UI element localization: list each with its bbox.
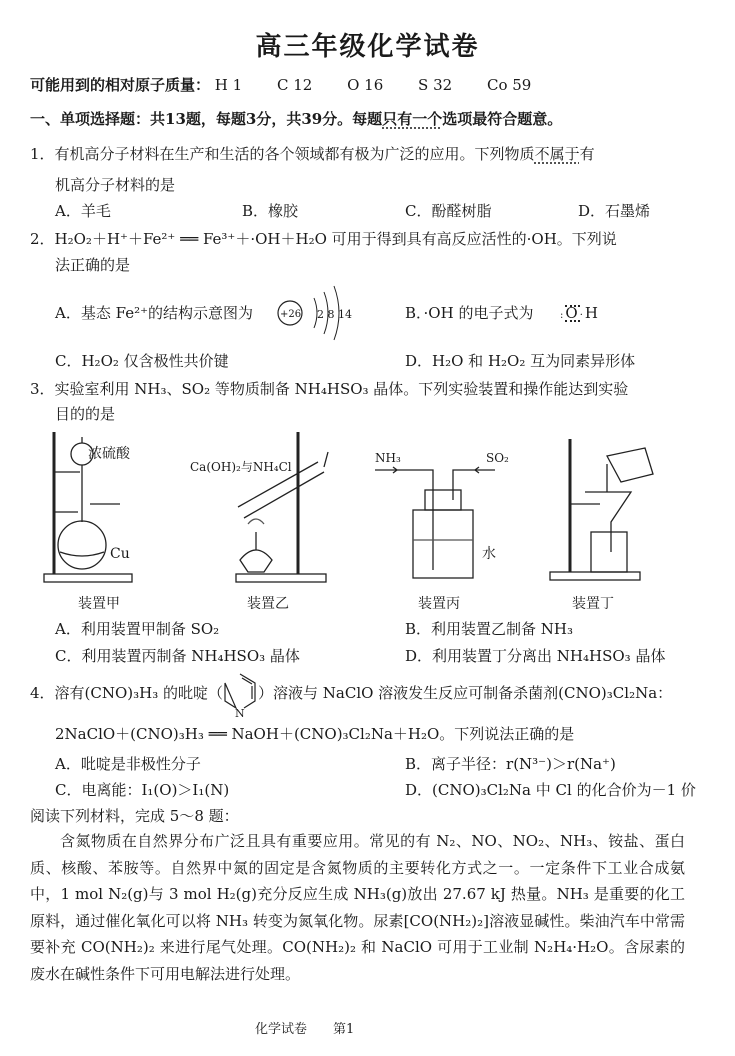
apparatus-ding-filtration bbox=[545, 434, 665, 584]
label-apparatus-yi: 装置乙 bbox=[247, 596, 289, 612]
label-apparatus-jia: 装置甲 bbox=[78, 596, 120, 612]
q1-option-c: C．酚醛树脂 bbox=[405, 202, 492, 220]
q1-stem-text: 1．有机高分子材料在生产和生活的各个领域都有极为广泛的应用。下列物质 bbox=[30, 145, 535, 163]
section-emphasis: 只有一个 bbox=[382, 110, 443, 128]
footer-page-number: 第1 bbox=[333, 1022, 355, 1037]
q4-stem-b: ）溶液与 NaClO 溶液发生反应可制备杀菌剂(CNO)₃Cl₂Na： bbox=[258, 684, 673, 702]
reading-passage: 含氮物质在自然界分布广泛且具有重要应用。常见的有 N₂、NO、NO₂、NH₃、铵盐、蛋白质、核酸、苯胺等。自然界中氮的固定是含氮物质的主要转化方式之一。一定条件下工业合成氨中，1 mol N₂(g)与 3 mol H₂(g)充分反应生成 NH₃(g)放出 27.67 kJ 热量。NH₃ 是重要的化工原料，通过催化氧化可以将 NH₃ 转变为氮氧化物。尿素[CO(NH₂)₂]溶液显碱性。柴油汽车中常需要补充 CO(NH₂)₂ 来进行尾气处理。CO(NH₂)₂ 和 NaClO 可用于工业制 N₂H₄·H₂O。含尿素的废水在碱性条件下可用电解法进行处理。 bbox=[30, 832, 685, 983]
reading-intro: 阅读下列材料，完成 5～8 题： bbox=[30, 807, 239, 825]
q3-stem: 3．实验室利用 NH₃、SO₂ 等物质制备 NH₄HSO₃ 晶体。下列实验装置和操作能达到实验 bbox=[30, 380, 629, 398]
section-heading bbox=[30, 109, 562, 129]
q3-option-d: D．利用装置丁分离出 NH₄HSO₃ 晶体 bbox=[405, 647, 666, 665]
apparatus-yi-heated-tube bbox=[228, 432, 338, 587]
mass-item: Co 59 bbox=[486, 76, 532, 94]
q2-option-d: D．H₂O 和 H₂O₂ 互为同素异形体 bbox=[405, 352, 636, 370]
q3-option-b: B．利用装置乙制备 NH₃ bbox=[405, 620, 574, 638]
pyridine-nitrogen: N bbox=[235, 707, 245, 720]
q4-option-c: C．电离能：I₁(O)＞I₁(N) bbox=[55, 781, 230, 799]
q1-stem-cont: 机高分子材料的是 bbox=[55, 176, 176, 194]
mass-item: S 32 bbox=[418, 76, 453, 94]
q1-stem bbox=[30, 144, 595, 164]
label-water: 水 bbox=[482, 546, 496, 562]
q1-option-d: D．石墨烯 bbox=[578, 202, 651, 220]
q1-option-a: A．羊毛 bbox=[55, 202, 111, 220]
page-title: 高三年级化学试卷 bbox=[255, 32, 480, 62]
label-apparatus-ding: 装置丁 bbox=[572, 596, 614, 612]
hydroxyl-electron-formula: :O·H bbox=[560, 304, 600, 322]
footer-subject: 化学试卷 bbox=[255, 1022, 308, 1037]
mass-item: C 12 bbox=[276, 76, 313, 94]
mass-item: H 1 bbox=[214, 76, 243, 94]
q4-option-b: B．离子半径：r(N³⁻)＞r(Na⁺) bbox=[405, 755, 616, 773]
page-footer bbox=[255, 1018, 354, 1037]
q4-equation: 2NaClO＋(CNO)₃H₃ ══ NaOH＋(CNO)₃Cl₂Na＋H₂O。下列说法正确的是 bbox=[55, 725, 575, 743]
q4-stem-a: 4．溶有(CNO)₃H₃ 的吡啶（ bbox=[30, 684, 224, 702]
hydrogen-symbol: H bbox=[584, 304, 600, 322]
label-conc-sulfuric-acid: 浓硫酸 bbox=[88, 446, 130, 462]
q2-option-b: B．·OH 的电子式为 bbox=[405, 304, 534, 322]
nucleus-charge: +26 bbox=[280, 309, 302, 320]
label-copper: Cu bbox=[110, 546, 130, 562]
label-reagents: Ca(OH)₂与NH₄Cl bbox=[190, 460, 292, 474]
q1-emphasis: 不属于 bbox=[534, 145, 580, 163]
oxygen-symbol: O bbox=[565, 304, 580, 322]
label-so2: SO₂ bbox=[486, 451, 509, 465]
q2-option-a: A．基态 Fe²⁺的结构示意图为 bbox=[55, 304, 253, 322]
q1-stem-text: 有 bbox=[579, 145, 595, 163]
q1-option-b: B．橡胶 bbox=[242, 202, 299, 220]
q3-stem-cont: 目的的是 bbox=[55, 405, 116, 423]
q4-option-d: D．(CNO)₃Cl₂Na 中 Cl 的化合价为－1 价 bbox=[405, 781, 696, 799]
label-apparatus-bing: 装置丙 bbox=[418, 596, 460, 612]
q2-option-c: C．H₂O₂ 仅含极性共价键 bbox=[55, 352, 229, 370]
q3-option-c: C．利用装置丙制备 NH₄HSO₃ 晶体 bbox=[55, 647, 300, 665]
q2-stem: 2．H₂O₂＋H⁺＋Fe²⁺ ══ Fe³⁺＋·OH＋H₂O 可用于得到具有高反应活性的·OH。下列说 bbox=[30, 230, 617, 248]
q4-option-a: A．吡啶是非极性分子 bbox=[55, 755, 201, 773]
atomic-masses bbox=[30, 75, 531, 95]
label-nh3: NH₃ bbox=[375, 451, 401, 465]
atomic-masses-label: 可能用到的相对原子质量： bbox=[30, 76, 211, 94]
mass-item: O 16 bbox=[347, 76, 384, 94]
electron-shells: 2 8 14 bbox=[317, 308, 352, 321]
section-text: 选项最符合题意。 bbox=[442, 110, 563, 128]
section-text: 一、单项选择题：共13题，每题3分，共39分。每题 bbox=[30, 110, 383, 128]
q2-stem-cont: 法正确的是 bbox=[55, 256, 131, 274]
q3-option-a: A．利用装置甲制备 SO₂ bbox=[55, 620, 220, 638]
